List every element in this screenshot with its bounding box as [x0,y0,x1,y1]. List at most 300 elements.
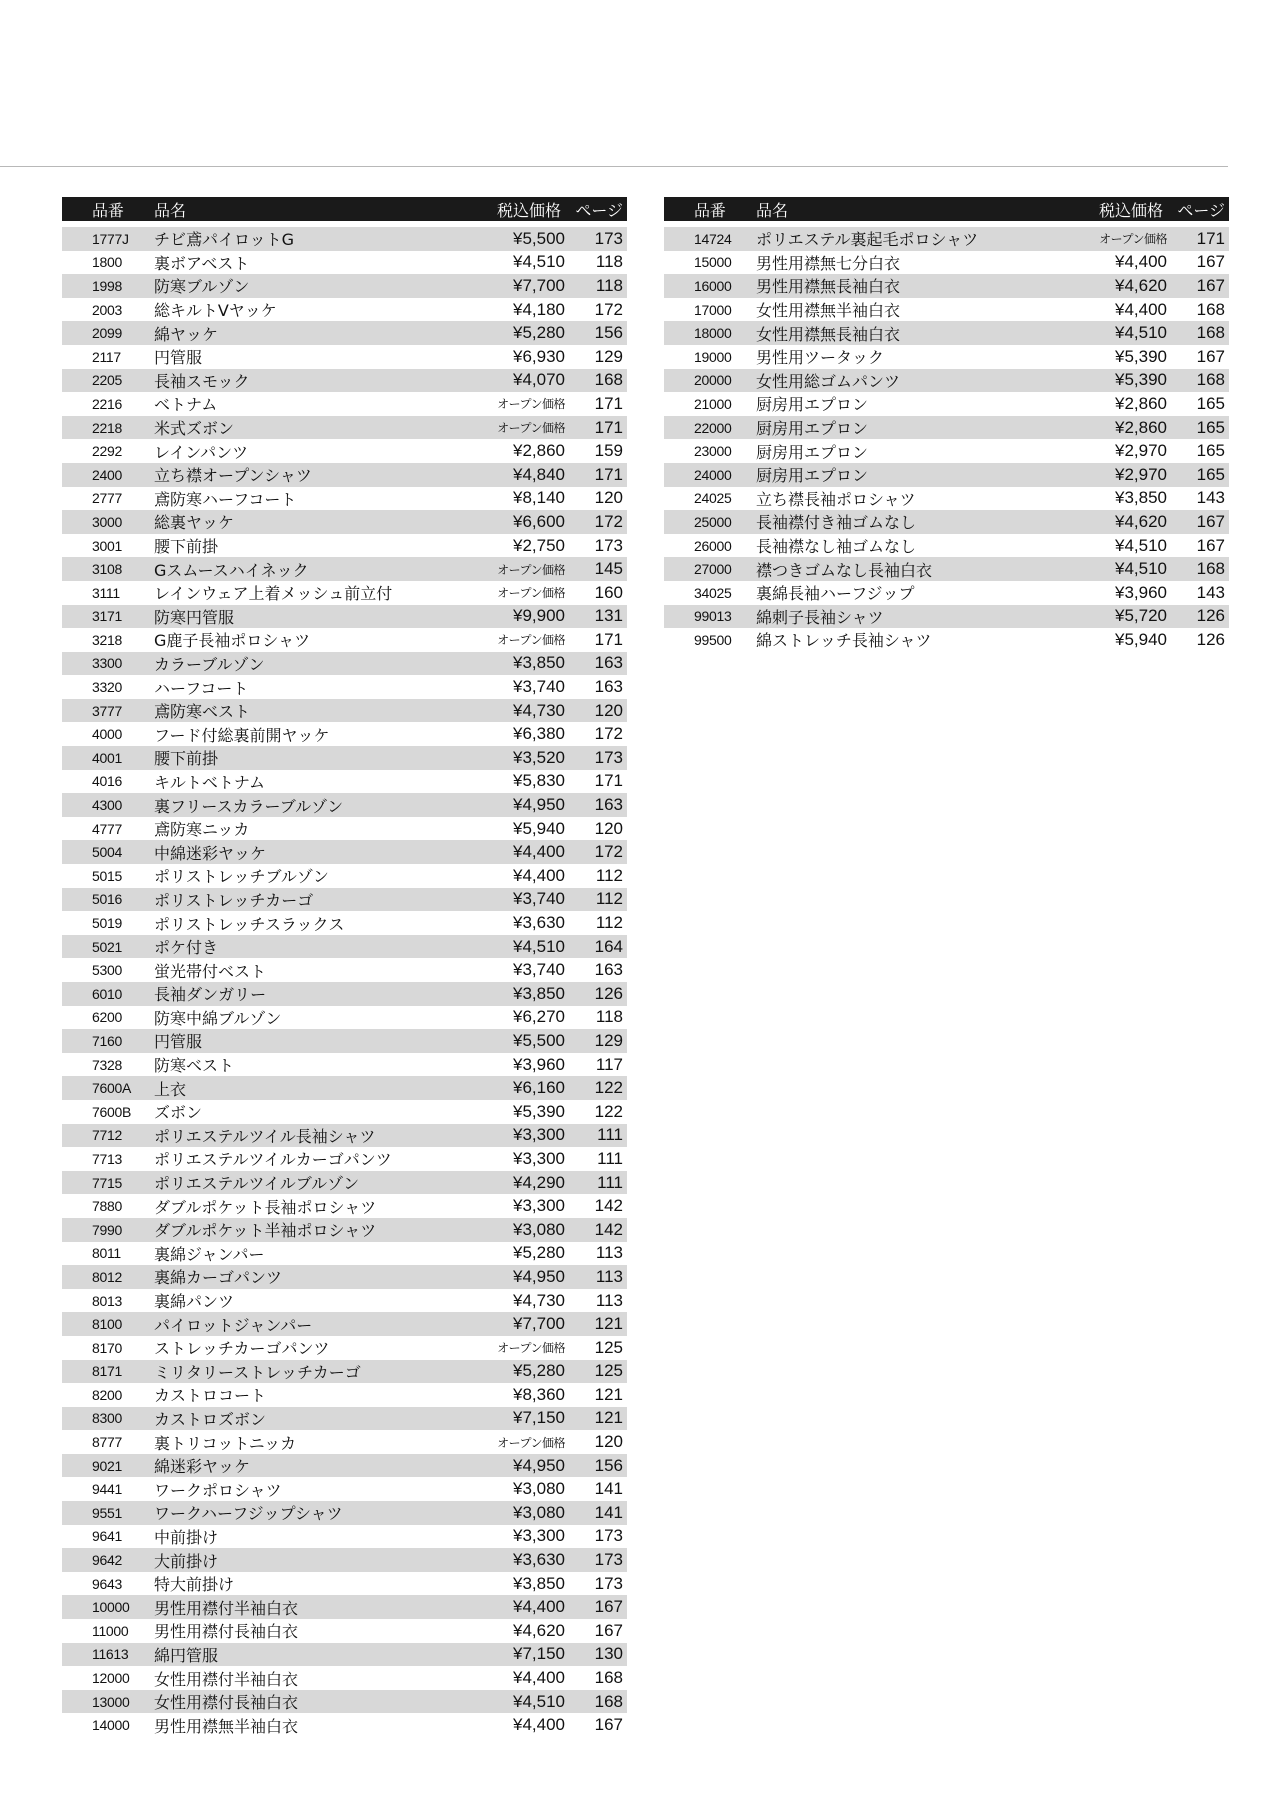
catalog-page: 143 [1196,488,1225,508]
product-price: ¥2,970 [1115,441,1167,461]
product-price: ¥7,700 [513,1314,565,1334]
product-price: ¥3,080 [513,1502,565,1522]
catalog-page: 120 [594,488,623,508]
catalog-page: 163 [594,795,623,815]
product-name: キルトベトナム [154,772,266,792]
product-price: ¥3,850 [1115,488,1167,508]
product-code: 22000 [694,419,732,436]
catalog-page: 120 [594,700,623,720]
product-code: 17000 [694,301,732,318]
table-row [62,1360,627,1384]
table-row [62,935,627,959]
product-name: 裏フリースカラーブルゾン [154,796,344,816]
product-price: ¥3,630 [513,913,565,933]
product-code: 19000 [694,348,732,365]
product-code: 21000 [694,395,732,412]
product-name: ベトナム [154,395,218,415]
header-page: ページ [1177,200,1225,220]
product-name: 長袖襟付き袖ゴムなし [756,513,917,533]
product-price: ¥5,390 [1115,370,1167,390]
table-row [62,1194,627,1218]
product-name: 男性用襟無長袖白衣 [756,277,901,297]
catalog-page: 167 [1196,346,1225,366]
product-price: オープン価格 [497,397,565,412]
product-code: 23000 [694,443,732,460]
product-code: 8777 [92,1434,122,1451]
product-name: 特大前掛け [154,1575,235,1595]
product-name: 中前掛け [154,1527,219,1547]
product-price: ¥4,400 [1115,252,1167,272]
product-code: 3218 [92,631,122,648]
product-price: ¥4,620 [1115,275,1167,295]
product-code: 9641 [92,1528,122,1545]
product-code: 7600A [92,1080,131,1097]
product-price: ¥5,830 [513,771,565,791]
catalog-page: 164 [594,936,623,956]
product-code: 8300 [92,1410,122,1427]
catalog-page: 165 [1196,464,1225,484]
catalog-page: 173 [594,1526,623,1546]
table-row [62,770,627,794]
product-code: 12000 [92,1670,130,1687]
table-row [62,1171,627,1195]
product-name: 蛍光帯付ベスト [154,961,267,981]
product-price: ¥5,500 [513,228,565,248]
product-code: 8011 [92,1245,121,1262]
table-row [664,274,1229,298]
product-price: ¥7,150 [513,1644,565,1664]
product-price: ¥4,840 [513,464,565,484]
product-code: 11613 [92,1646,129,1663]
product-price: ¥4,070 [513,370,565,390]
product-name: Gスムースハイネック [154,560,309,580]
table-row [664,628,1229,652]
catalog-page: 165 [1196,393,1225,413]
product-price: ¥4,400 [513,1668,565,1688]
product-name: ポリエステルツイルブルゾン [154,1174,360,1194]
product-name: 円管服 [154,348,203,368]
table-row [62,463,627,487]
table-row [62,1265,627,1289]
table-row [62,251,627,275]
table-row [62,1525,627,1549]
catalog-page: 145 [594,559,623,579]
product-price: オープン価格 [497,1435,565,1450]
product-name: 裏綿長袖ハーフジップ [756,584,915,604]
table-row [62,298,627,322]
product-price: ¥4,510 [513,252,565,272]
catalog-page: 118 [595,252,623,272]
table-header [664,197,1229,221]
catalog-page: 120 [594,1432,623,1452]
table-row [62,510,627,534]
table-row [62,958,627,982]
product-price: ¥8,360 [513,1384,565,1404]
product-price: ¥3,080 [513,1479,565,1499]
table-row [62,321,627,345]
catalog-page: 168 [1196,299,1225,319]
product-price: オープン価格 [1099,232,1167,247]
table-row [664,298,1229,322]
product-price: ¥4,290 [513,1172,565,1192]
table-row [62,1218,627,1242]
product-code: 20000 [694,372,732,389]
catalog-page: 172 [594,511,623,531]
table-row [62,1690,627,1714]
catalog-page: 171 [594,393,623,413]
table-row [62,1076,627,1100]
header-name: 品名 [154,200,187,220]
product-price: ¥2,860 [1115,417,1167,437]
header-price: 税込価格 [1098,200,1163,220]
product-name: 立ち襟長袖ポロシャツ [756,489,916,509]
product-code: 9551 [92,1504,122,1521]
table-row [62,274,627,298]
product-name: 防寒ブルゾン [154,277,250,297]
product-name: 男性用ツータック [756,348,885,368]
product-code: 3001 [92,537,122,554]
catalog-page: 113 [595,1243,623,1263]
product-price: ¥5,940 [1115,629,1167,649]
header-code: 品番 [92,200,124,220]
product-price: ¥4,730 [513,1290,565,1310]
product-code: 2099 [92,325,122,342]
product-code: 16000 [694,277,732,294]
product-price: ¥5,720 [1115,606,1167,626]
catalog-page: 126 [1196,629,1225,649]
product-price: ¥4,400 [513,842,565,862]
product-code: 7713 [92,1150,122,1167]
product-code: 99013 [694,608,732,625]
product-code: 2117 [92,348,121,365]
table-row [664,581,1229,605]
product-code: 3171 [92,608,122,625]
product-code: 5015 [92,867,122,884]
product-price: ¥3,740 [513,677,565,697]
header-code: 品番 [694,200,726,220]
product-price: ¥7,150 [513,1408,565,1428]
catalog-page: 112 [595,889,623,909]
product-price: ¥3,300 [513,1526,565,1546]
product-price: ¥5,940 [513,818,565,838]
table-row [62,1289,627,1313]
catalog-page: 112 [595,865,623,885]
catalog-page: 173 [594,1573,623,1593]
product-price: オープン価格 [497,562,565,577]
product-price: ¥4,620 [1115,511,1167,531]
table-row [62,1548,627,1572]
product-price: ¥2,860 [1115,393,1167,413]
catalog-page: 167 [1196,275,1225,295]
product-price: ¥3,960 [513,1054,565,1074]
product-code: 13000 [92,1693,130,1710]
catalog-page: 168 [1196,559,1225,579]
product-name: チビ鳶パイロットG [154,230,295,250]
product-name: 綿迷彩ヤッケ [154,1457,251,1477]
product-price: ¥4,730 [513,700,565,720]
table-row [664,227,1229,251]
product-code: 8100 [92,1316,122,1333]
table-row [62,1147,627,1171]
product-name: 女性用襟無長袖白衣 [756,324,901,344]
product-code: 24000 [694,466,732,483]
product-code: 2003 [92,301,122,318]
catalog-page: 159 [594,441,623,461]
product-name: 米式ズボン [154,419,235,439]
table-row [62,982,627,1006]
table-row [62,1477,627,1501]
product-price: ¥4,950 [513,795,565,815]
product-price: ¥3,740 [513,960,565,980]
product-price: ¥4,180 [513,299,565,319]
product-name: 厨房用エプロン [756,442,869,462]
table-row [62,817,627,841]
product-code: 7880 [92,1198,122,1215]
product-price: ¥5,390 [1115,346,1167,366]
catalog-page: 167 [594,1715,623,1735]
product-name: 男性用襟無七分白衣 [756,253,901,273]
catalog-page: 120 [594,818,623,838]
product-name: 裏ボアベスト [154,253,250,273]
product-name: ポリストレッチブルゾン [154,867,329,887]
product-code: 5019 [92,915,122,932]
product-name: 綿ストレッチ長袖シャツ [756,631,932,651]
catalog-page: 125 [594,1361,623,1381]
product-name: フード付総裏前開ヤッケ [154,725,330,745]
product-code: 99500 [694,631,732,648]
product-code: 4000 [92,726,122,743]
catalog-page: 131 [594,606,623,626]
catalog-page: 142 [594,1219,623,1239]
table-row [62,1619,627,1643]
product-code: 1998 [92,277,122,294]
product-code: 11000 [92,1622,129,1639]
table-row [62,864,627,888]
catalog-page: 173 [594,747,623,767]
catalog-page: 121 [594,1384,623,1404]
product-price: ¥4,400 [513,1597,565,1617]
product-code: 10000 [92,1599,130,1616]
table-row [62,557,627,581]
product-price: ¥4,510 [1115,323,1167,343]
product-price: ¥3,960 [1115,582,1167,602]
product-name: ワークハーフジップシャツ [154,1504,343,1524]
table-row [62,1595,627,1619]
catalog-page: 163 [594,653,623,673]
catalog-page: 156 [594,1455,623,1475]
catalog-page: 118 [595,275,623,295]
product-name: 裏綿パンツ [154,1292,235,1312]
catalog-page: 111 [597,1125,623,1145]
product-name: 男性用襟付長袖白衣 [154,1622,299,1642]
catalog-page: 121 [594,1314,623,1334]
table-row [62,227,627,251]
table-row [664,251,1229,275]
table-row [62,392,627,416]
table-row [62,699,627,723]
product-price: オープン価格 [497,421,565,436]
catalog-page: 167 [1196,535,1225,555]
product-price: ¥3,520 [513,747,565,767]
product-price: ¥5,280 [513,1243,565,1263]
product-code: 34025 [694,584,732,601]
product-price: ¥4,950 [513,1455,565,1475]
table-row [62,1430,627,1454]
price-table-left [62,197,627,1737]
product-code: 18000 [694,325,732,342]
catalog-page: 163 [594,960,623,980]
product-name: 男性用襟無半袖白衣 [154,1716,299,1736]
catalog-page: 126 [1196,606,1225,626]
product-code: 7712 [92,1127,122,1144]
product-name: 厨房用エプロン [756,395,869,415]
catalog-page: 117 [595,1054,623,1074]
product-name: 裏トリコットニッカ [154,1433,297,1453]
product-code: 1800 [92,254,122,271]
table-row [664,510,1229,534]
product-price: ¥5,280 [513,323,565,343]
table-row [664,487,1229,511]
catalog-page: 141 [594,1479,623,1499]
product-price: ¥3,300 [513,1148,565,1168]
product-code: 7160 [92,1032,122,1049]
product-price: ¥5,500 [513,1030,565,1050]
table-row [62,1242,627,1266]
table-row [62,911,627,935]
table-row [62,1501,627,1525]
product-code: 3300 [92,655,122,672]
table-row [62,1454,627,1478]
product-code: 8171 [92,1363,122,1380]
product-code: 8013 [92,1292,122,1309]
catalog-page: 129 [594,1030,623,1050]
table-row [62,345,627,369]
catalog-page: 122 [594,1101,623,1121]
table-row [62,1029,627,1053]
catalog-page: 126 [594,983,623,1003]
catalog-page: 168 [1196,370,1225,390]
product-price: ¥3,300 [513,1196,565,1216]
table-row [62,652,627,676]
product-price: ¥5,280 [513,1361,565,1381]
product-price: ¥3,740 [513,889,565,909]
product-name: 女性用総ゴムパンツ [756,371,901,391]
product-name: 女性用襟無半袖白衣 [756,301,901,321]
product-price: オープン価格 [497,633,565,648]
header-price: 税込価格 [496,200,561,220]
product-price: ¥8,140 [513,488,565,508]
table-row [62,369,627,393]
product-code: 9643 [92,1575,122,1592]
product-code: 3777 [92,702,122,719]
catalog-page: 171 [594,464,623,484]
table-row [62,1643,627,1667]
product-name: ポリエステルツイル長袖シャツ [154,1126,376,1146]
table-row [62,605,627,629]
catalog-page: 173 [594,535,623,555]
product-code: 9021 [92,1457,122,1474]
catalog-page: 165 [1196,441,1225,461]
table-row [62,1572,627,1596]
product-code: 25000 [694,513,732,530]
product-price: ¥4,620 [513,1620,565,1640]
product-name: レインウェア上着メッシュ前立付 [154,584,393,604]
catalog-page: 130 [594,1644,623,1664]
table-row [664,416,1229,440]
product-code: 5021 [92,938,122,955]
product-name: 綿円管服 [154,1645,219,1665]
product-name: ミリタリーストレッチカーゴ [154,1362,361,1382]
table-row [62,487,627,511]
product-name: 鳶防寒ハーフコート [154,489,297,509]
table-row [62,628,627,652]
product-name: 鳶防寒ベスト [154,702,251,722]
product-name: ストレッチカーゴパンツ [154,1339,330,1359]
product-code: 6200 [92,1009,122,1026]
product-code: 1777J [92,230,129,247]
product-code: 9441 [92,1481,122,1498]
table-row [664,534,1229,558]
product-name: 腰下前掛 [154,537,219,557]
product-name: 立ち襟オープンシャツ [154,466,312,486]
product-price: ¥4,950 [513,1266,565,1286]
product-code: 8012 [92,1268,122,1285]
product-name: 長袖襟なし袖ゴムなし [756,537,917,557]
product-name: ポリストレッチスラックス [154,914,345,934]
product-price: ¥5,390 [513,1101,565,1121]
catalog-page: 112 [595,913,623,933]
table-row [62,1100,627,1124]
product-name: 防寒円管服 [154,607,235,627]
product-code: 6010 [92,985,122,1002]
top-rule [0,166,1228,167]
table-row [664,369,1229,393]
product-price: ¥3,080 [513,1219,565,1239]
table-row [62,1407,627,1431]
catalog-page: 111 [597,1148,623,1168]
table-body [62,227,627,1737]
product-name: 厨房用エプロン [756,419,869,439]
product-name: ポリストレッチカーゴ [154,890,314,910]
product-name: ハーフコート [154,678,249,698]
header-page: ページ [575,200,623,220]
catalog-page: 163 [594,677,623,697]
product-price: ¥2,750 [513,535,565,555]
product-price: ¥6,600 [513,511,565,531]
catalog-page: 165 [1196,417,1225,437]
product-price: ¥6,930 [513,346,565,366]
catalog-page: 143 [1196,582,1225,602]
product-name: 長袖スモック [154,371,250,391]
table-row [62,793,627,817]
product-price: ¥9,900 [513,606,565,626]
catalog-page: 168 [1196,323,1225,343]
product-price: ¥6,160 [513,1078,565,1098]
product-code: 14724 [694,230,732,247]
product-price: ¥4,400 [513,865,565,885]
catalog-page: 168 [594,1691,623,1711]
table-row [62,581,627,605]
catalog-page: 167 [1196,511,1225,531]
table-row [664,392,1229,416]
product-name: カストロコート [154,1386,267,1406]
catalog-page: 111 [597,1172,623,1192]
catalog-page: 118 [595,1007,623,1027]
product-price: ¥4,400 [1115,299,1167,319]
product-price: ¥7,700 [513,275,565,295]
product-price: ¥4,400 [513,1715,565,1735]
product-price: オープン価格 [497,1341,565,1356]
